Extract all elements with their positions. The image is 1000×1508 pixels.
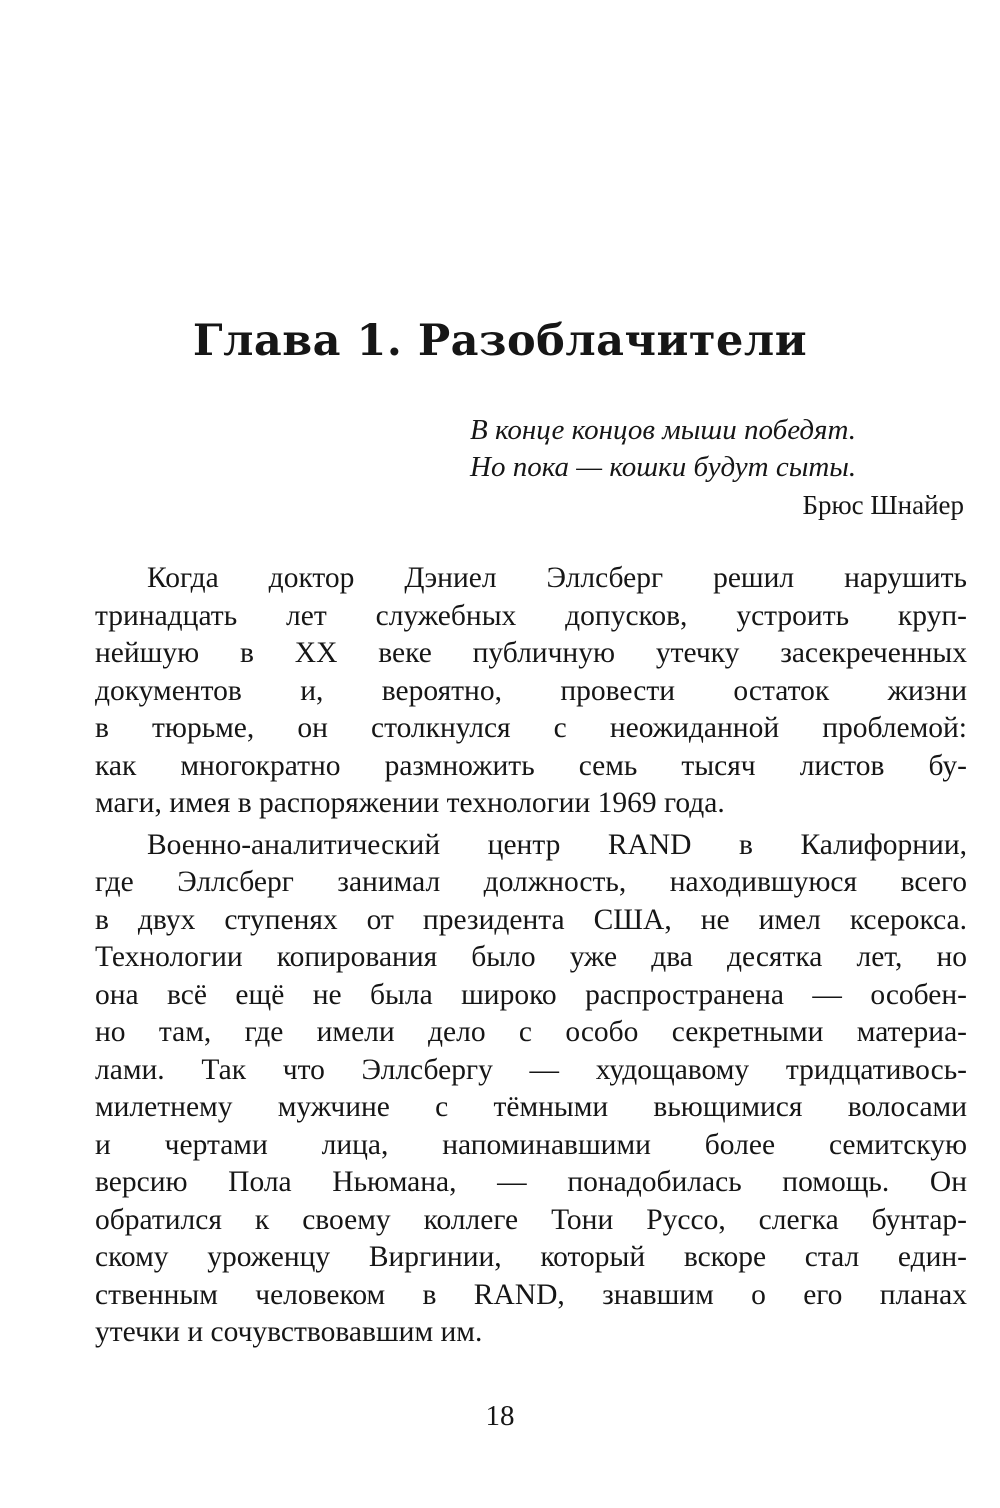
- epigraph-line: Но пока — кошки будут сыты.: [470, 451, 857, 483]
- text-line: нейшую в XX веке публичную утечку засекреченных: [95, 637, 967, 669]
- page-number: 18: [485, 1400, 515, 1432]
- text-line: Технологии копирования было уже два десятка лет, но: [95, 941, 967, 973]
- text-line: и чертами лица, напоминавшими более семитскую: [95, 1128, 967, 1161]
- text-line: Когда доктор Дэниел Эллсберг решил нарушить: [147, 562, 967, 594]
- epigraph: [470, 412, 970, 524]
- chapter-title: Глава 1. Разоблачители: [192, 316, 808, 366]
- epigraph-author: Брюс Шнайер: [802, 490, 964, 520]
- paragraph: [95, 560, 967, 823]
- epigraph-line: В конце концов мыши победят.: [470, 414, 857, 446]
- text-line: в тюрьме, он столкнулся с неожиданной проблемой:: [95, 712, 967, 744]
- text-line: милетнему мужчине с тёмными вьющимися волосами: [95, 1091, 967, 1123]
- text-line: документов и, вероятно, провести остаток жизни: [95, 674, 967, 707]
- text-line: где Эллсберг занимал должность, находившуюся всего: [95, 866, 967, 898]
- text-line: маги, имея в распоряжении технологии 1969 года.: [95, 787, 725, 819]
- text-line: как многократно размножить семь тысяч листов бу-: [95, 749, 967, 782]
- text-line: в двух ступенях от президента США, не имел ксерокса.: [95, 903, 967, 936]
- paragraph: [95, 827, 967, 1352]
- body-text: [95, 560, 967, 1356]
- text-line: версию Пола Ньюмана, — понадобилась помощь. Он: [95, 1166, 967, 1198]
- text-line: лами. Так что Эллсбергу — худощавому тридцативось-: [95, 1053, 967, 1086]
- text-line: обратился к своему коллеге Тони Руссо, слегка бунтар-: [95, 1203, 967, 1236]
- text-line: скому уроженцу Виргинии, который вскоре стал един-: [95, 1241, 967, 1273]
- text-line: утечки и сочувствовавшим им.: [95, 1316, 483, 1348]
- text-line: Военно-аналитический центр RAND в Калифорнии,: [147, 828, 967, 861]
- text-line: тринадцать лет служебных допусков, устроить круп-: [95, 599, 967, 632]
- text-line: ственным человеком в RAND, знавшим о его планах: [95, 1278, 967, 1311]
- text-line: но там, где имели дело с особо секретными материа-: [95, 1016, 967, 1048]
- text-line: она всё ещё не была широко распространена — особен-: [95, 978, 967, 1011]
